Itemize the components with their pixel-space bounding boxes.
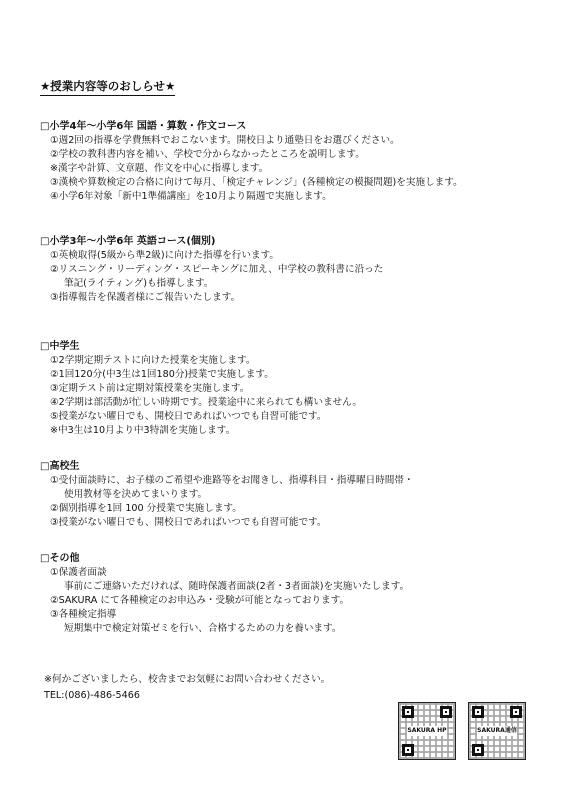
section-elementary-english [40,235,550,305]
section-line: ②1回120分(中3生は1回180分)授業で実施します。 [50,369,274,380]
section-line: ①英検取得(5級から準2級)に向けた指導を行います。 [50,250,279,261]
qr-label: SAKURA通信 [477,727,517,734]
section-line: ③漢検や算数検定の合格に向けて毎月、「検定チャレンジ」(各種検定の模擬問題)を実施します。 [50,177,463,188]
phone-number: TEL:(086)-486-5466 [44,690,140,701]
section-heading: □小学3年～小学6年 英語コース(個別) [40,236,216,247]
section-line: 事前にご連絡いただければ、随時保護者面談(2者・3者面談)を実施いたします。 [64,581,410,592]
section-line: ②リスニング・リーディング・スピーキングに加え、中学校の教科書に沿った [50,264,384,275]
section-line: ③授業がない曜日でも、開校日であればいつでも自習可能です。 [50,517,327,528]
section-line: ①受付面談時に、お子様のご希望や進路等をお聞きし、指導科目・指導曜日時間帯・ [50,475,414,486]
section-line: ②個別指導を1回 100 分授業で実施します。 [50,503,242,514]
section-junior-high [40,340,550,438]
qr-label: SAKURA HP [407,727,447,734]
section-line: ①2学期定期テストに向けた授業を実施します。 [50,355,256,366]
section-high-school [40,460,550,530]
contact-note: ※何かございましたら、校舎までお気軽にお問い合わせください。 [44,674,331,685]
section-heading: □中学生 [40,341,80,352]
section-line: ④小学6年対象「新中1準備講座」を10月より隔週で実施します。 [50,191,332,202]
section-heading: □小学4年～小学6年 国語・算数・作文コース [40,121,247,132]
section-line: ①週2回の指導を学費無料でおこないます。開校日より通塾日をお選びください。 [50,135,400,146]
qr-code-hp[interactable] [398,702,456,760]
section-other [40,552,550,636]
section-line: ③各種検定指導 [50,609,117,620]
section-line: ※中3生は10月より中3特訓を実施します。 [50,425,236,436]
section-line: ⑤授業がない曜日でも、開校日であればいつでも自習可能です。 [50,411,327,422]
section-line: ※漢字や計算、文章題、作文を中心に指導します。 [50,163,269,174]
section-line: ③指導報告を保護者様にご報告いたします。 [50,292,241,303]
qr-code-newsletter[interactable] [468,702,526,760]
section-line: ③定期テスト前は定期対策授業を実施します。 [50,383,250,394]
section-heading: □高校生 [40,461,80,472]
page-title: ★授業内容等のおしらせ★ [40,78,175,96]
section-line: 筆記(ライティング)も指導します。 [64,278,214,289]
section-line: ②学校の教科書内容を補い、学校で分からなかったところを説明します。 [50,149,365,160]
section-line: ④2学期は部活動が忙しい時期です。授業途中に来られても構いません。 [50,397,362,408]
section-line: 使用教材等を決めてまいります。 [64,489,208,500]
contact-footer [44,672,330,704]
section-line: 短期集中で検定対策ゼミを行い、合格するための力を養います。 [64,623,342,634]
section-line: ②SAKURA にて各種検定のお申込み・受験が可能となっております。 [50,595,350,606]
section-elementary-japanese-math [40,120,550,204]
section-line: ①保護者面談 [50,567,107,578]
section-heading: □その他 [40,553,80,564]
